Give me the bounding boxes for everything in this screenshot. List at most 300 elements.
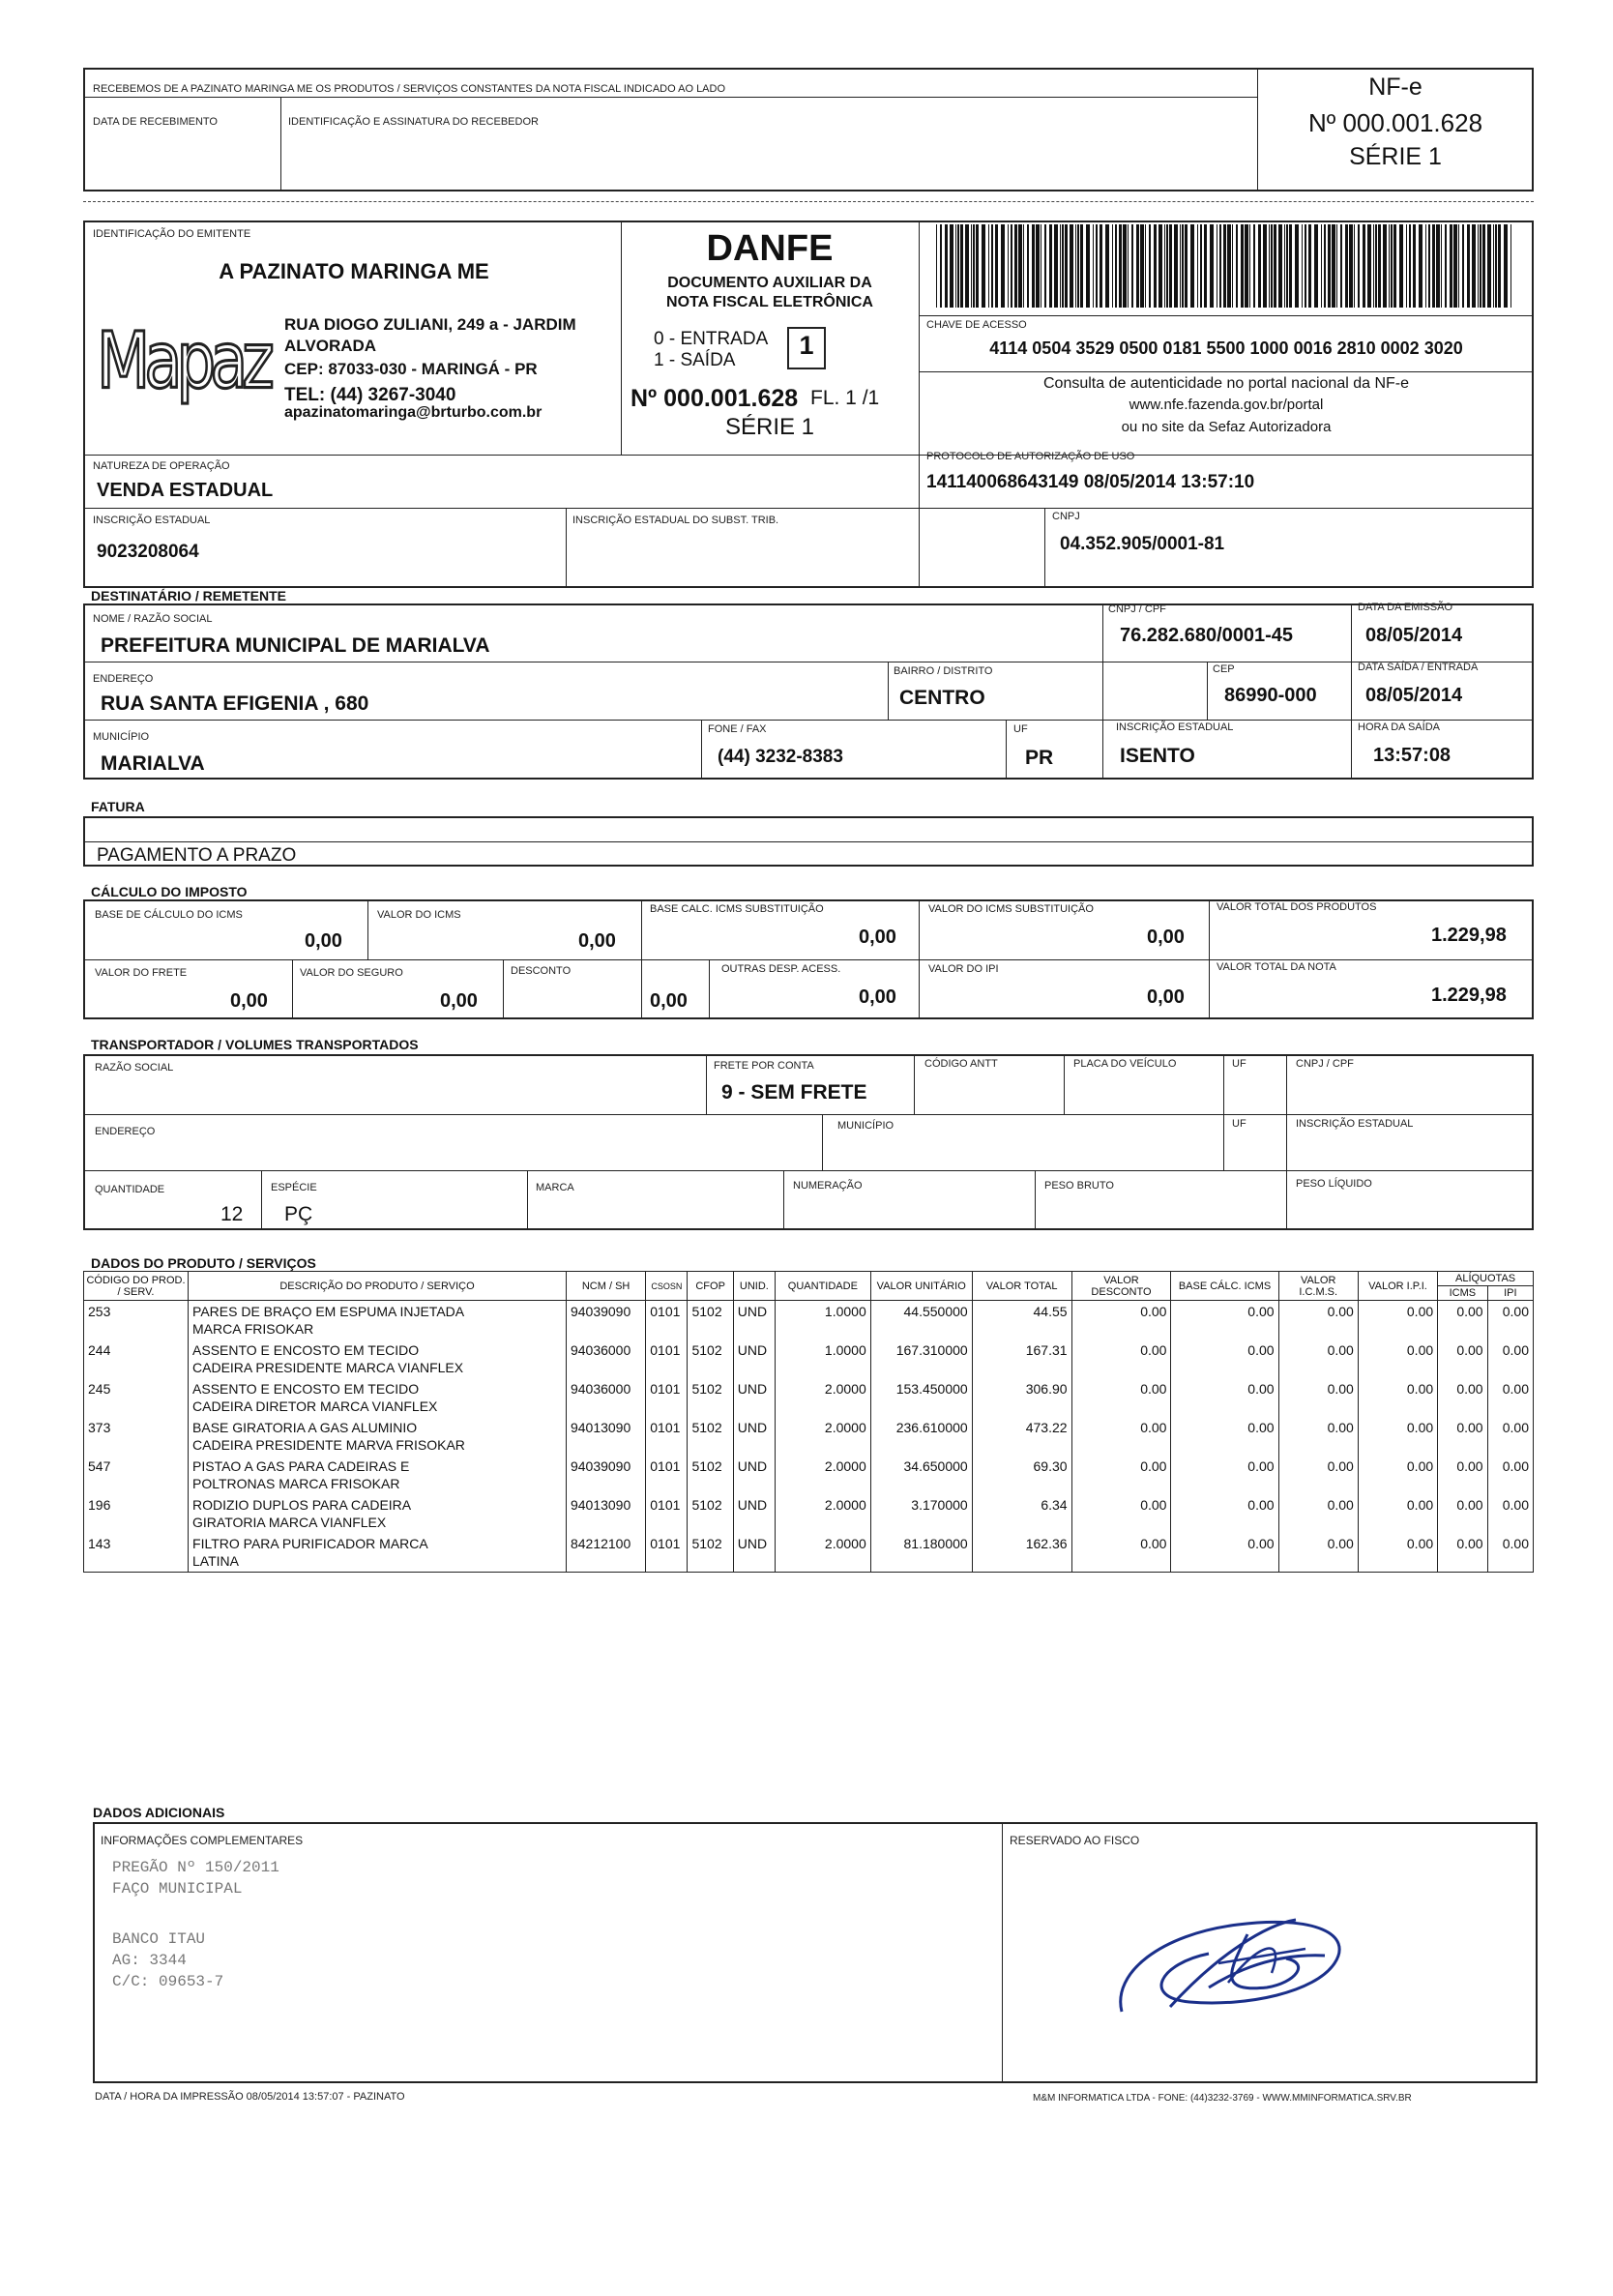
frete-label: VALOR DO FRETE: [95, 967, 188, 979]
cell-cod: 143: [84, 1533, 189, 1573]
dest-emissao-label: DATA DA EMISSÃO: [1358, 602, 1453, 613]
ie-label: INSCRIÇÃO ESTADUAL: [93, 515, 211, 526]
cell-vt: 44.55: [972, 1301, 1071, 1340]
dest-municipio: MARIALVA: [101, 752, 205, 775]
barcode-bar: [1263, 224, 1267, 308]
barcode-bar: [1241, 224, 1244, 308]
barcode-bar: [1065, 224, 1068, 308]
stamp-line5: AG: 3344: [112, 1952, 187, 1969]
cell-vu: 3.170000: [870, 1494, 972, 1533]
cell-al-icms: 0.00: [1438, 1378, 1487, 1417]
emitente-endereco1: RUA DIOGO ZULIANI, 249 a - JARDIM: [284, 315, 576, 334]
barcode-bar: [1510, 224, 1511, 308]
barcode-bar: [1190, 224, 1194, 308]
emitente-label: IDENTIFICAÇÃO DO EMITENTE: [93, 228, 251, 240]
barcode-bar: [1096, 224, 1098, 308]
barcode-bar: [1204, 224, 1207, 308]
ie-st-label: INSCRIÇÃO ESTADUAL DO SUBST. TRIB.: [572, 515, 779, 526]
danfe-title: DANFE: [706, 228, 834, 269]
adicionais-section: DADOS ADICIONAIS: [93, 1805, 225, 1820]
barcode-bar: [1383, 224, 1387, 308]
destinatario-section: DESTINATÁRIO / REMETENTE: [91, 588, 286, 603]
consulta-line3: ou no site da Sefaz Autorizadora: [1121, 419, 1332, 435]
cell-bc: 0.00: [1171, 1417, 1278, 1456]
barcode-bar: [1149, 224, 1151, 308]
bc-icms-label: BASE DE CÁLCULO DO ICMS: [95, 909, 243, 921]
barcode-bar: [973, 224, 975, 308]
cell-al-ipi: 0.00: [1487, 1533, 1533, 1573]
barcode-bar: [1227, 224, 1231, 308]
dest-bairro-label: BAIRRO / DISTRITO: [894, 665, 993, 677]
barcode-bar: [1140, 224, 1144, 308]
info-label: INFORMAÇÕES COMPLEMENTARES: [101, 1834, 304, 1847]
barcode-bar: [1378, 224, 1381, 308]
seguro-label: VALOR DO SEGURO: [300, 967, 403, 979]
descricao-line1: PARES DE BRAÇO EM ESPUMA INJETADA: [192, 1304, 465, 1319]
cell-descricao: [189, 1378, 567, 1417]
stamp-line1: PREGÃO Nº 150/2011: [112, 1859, 279, 1876]
cell-un: UND: [733, 1417, 775, 1456]
stamp-line6: C/C: 09653-7: [112, 1973, 224, 1990]
barcode-bar: [1425, 224, 1426, 308]
barcode-bar: [1119, 224, 1122, 308]
cell-bc: 0.00: [1171, 1301, 1278, 1340]
barcode-bar: [1062, 224, 1064, 308]
barcode-bar: [1340, 224, 1342, 308]
cell-desc: 0.00: [1071, 1378, 1171, 1417]
dest-endereco: RUA SANTA EFIGENIA , 680: [101, 692, 369, 715]
protocolo-label: PROTOCOLO DE AUTORIZAÇÃO DE USO: [926, 451, 1135, 462]
barcode-bar: [1169, 224, 1172, 308]
danfe-folha: FL. 1 /1: [810, 387, 880, 409]
th-valor-icms: VALOR I.C.M.S.: [1278, 1272, 1358, 1301]
desconto: 0,00: [650, 990, 688, 1012]
barcode-bar: [991, 224, 993, 308]
emitente-email: apazinatomaringa@brturbo.com.br: [284, 404, 543, 421]
cell-vt: 6.34: [972, 1494, 1071, 1533]
transp-section: TRANSPORTADOR / VOLUMES TRANSPORTADOS: [91, 1037, 419, 1052]
barcode-bar: [982, 224, 985, 308]
transp-liquido-label: PESO LÍQUIDO: [1296, 1178, 1372, 1190]
transp-especie: PÇ: [284, 1203, 313, 1225]
th-codigo: CÓDIGO DO PROD. / SERV.: [84, 1272, 189, 1301]
descricao-line2: LATINA: [192, 1553, 239, 1569]
produtos-table: [83, 1271, 1534, 1573]
cell-qtd: 2.0000: [775, 1417, 870, 1456]
cell-cod: 245: [84, 1378, 189, 1417]
barcode-bar: [1210, 224, 1214, 308]
barcode-bar: [1278, 224, 1282, 308]
barcode-bar: [940, 224, 942, 308]
barcode-bar: [1445, 224, 1447, 308]
descricao-line2: CADEIRA PRESIDENTE MARCA VIANFLEX: [192, 1360, 464, 1375]
cell-bc: 0.00: [1171, 1533, 1278, 1573]
cell-cfop: 5102: [688, 1456, 733, 1494]
emitente-cep: CEP: 87033-030 - MARINGÁ - PR: [284, 360, 538, 378]
barcode-bar: [1324, 224, 1326, 308]
barcode-bar: [1105, 224, 1109, 308]
canhoto-header: RECEBEMOS DE A PAZINATO MARINGA ME OS PRODUTOS / SERVIÇOS CONSTANTES DA NOTA FISCAL INDICADO AO LADO: [93, 83, 726, 95]
cell-csosn: 0101: [646, 1417, 688, 1456]
emitente-logo: Mapaz: [97, 317, 269, 407]
barcode-bar: [1274, 224, 1276, 308]
cell-ncm: 94036000: [566, 1339, 645, 1378]
barcode-bar: [1253, 224, 1255, 308]
barcode-bar: [1271, 224, 1273, 308]
barcode-bar: [1158, 224, 1162, 308]
emitente-tel: TEL: (44) 3267-3040: [284, 385, 456, 405]
cell-un: UND: [733, 1456, 775, 1494]
ipi: 0,00: [1147, 986, 1185, 1008]
cell-bc: 0.00: [1171, 1456, 1278, 1494]
transp-antt-label: CÓDIGO ANTT: [924, 1058, 998, 1070]
barcode-bar: [1432, 224, 1435, 308]
th-aliq-ipi: IPI: [1487, 1286, 1533, 1301]
frete: 0,00: [230, 990, 268, 1012]
cell-cfop: 5102: [688, 1339, 733, 1378]
descricao-line1: ASSENTO E ENCOSTO EM TECIDO: [192, 1381, 420, 1397]
cell-icms: 0.00: [1278, 1456, 1358, 1494]
th-csosn: CSOSN: [646, 1272, 688, 1301]
cell-ipi: 0.00: [1358, 1494, 1437, 1533]
canhoto-nfe-label: NF-e: [1368, 74, 1422, 101]
fatura-value: PAGAMENTO A PRAZO: [97, 845, 297, 866]
cell-vu: 167.310000: [870, 1339, 972, 1378]
barcode-bar: [1391, 224, 1393, 308]
cell-cfop: 5102: [688, 1417, 733, 1456]
barcode-bar: [1197, 224, 1198, 308]
dest-hora-label: HORA DA SAÍDA: [1358, 721, 1440, 733]
cell-al-ipi: 0.00: [1487, 1456, 1533, 1494]
barcode-bar: [1136, 224, 1139, 308]
natureza-value: VENDA ESTADUAL: [97, 480, 274, 501]
canhoto-serie: SÉRIE 1: [1349, 143, 1442, 170]
table-row: [84, 1533, 1534, 1573]
barcode-bar: [1328, 224, 1331, 308]
barcode-bar: [1336, 224, 1337, 308]
barcode-bar: [1375, 224, 1377, 308]
cell-descricao: [189, 1301, 567, 1340]
cell-bc: 0.00: [1171, 1378, 1278, 1417]
cell-csosn: 0101: [646, 1301, 688, 1340]
barcode-bar: [1077, 224, 1079, 308]
transp-qtd-label: QUANTIDADE: [95, 1184, 165, 1195]
cell-al-ipi: 0.00: [1487, 1339, 1533, 1378]
transp-razao-label: RAZÃO SOCIAL: [95, 1062, 174, 1074]
cell-vu: 44.550000: [870, 1301, 972, 1340]
barcode-bar: [1399, 224, 1403, 308]
th-cfop: CFOP: [688, 1272, 733, 1301]
cell-al-ipi: 0.00: [1487, 1417, 1533, 1456]
cell-icms: 0.00: [1278, 1417, 1358, 1456]
barcode-bar: [1441, 224, 1442, 308]
cell-ipi: 0.00: [1358, 1533, 1437, 1573]
barcode-bar: [960, 224, 963, 308]
cell-cod: 547: [84, 1456, 189, 1494]
seguro: 0,00: [440, 990, 478, 1012]
cell-desc: 0.00: [1071, 1301, 1171, 1340]
barcode-bar: [1286, 224, 1288, 308]
stamp-line4: BANCO ITAU: [112, 1930, 206, 1948]
transp-placa-label: PLACA DO VEÍCULO: [1073, 1058, 1177, 1070]
fisco-label: RESERVADO AO FISCO: [1010, 1834, 1140, 1847]
transp-qtd: 12: [220, 1203, 244, 1225]
cell-ncm: 94039090: [566, 1301, 645, 1340]
barcode-bar: [1302, 224, 1303, 308]
descricao-line2: GIRATORIA MARCA VIANFLEX: [192, 1515, 387, 1530]
v-st-label: VALOR DO ICMS SUBSTITUIÇÃO: [928, 903, 1094, 915]
barcode-bar: [1308, 224, 1311, 308]
barcode-bar: [1295, 224, 1299, 308]
cell-al-icms: 0.00: [1438, 1456, 1487, 1494]
dest-ie: ISENTO: [1120, 745, 1195, 767]
barcode-bar: [1258, 224, 1261, 308]
th-unid: UNID.: [733, 1272, 775, 1301]
barcode-bar: [1011, 224, 1012, 308]
table-row: [84, 1494, 1534, 1533]
barcode-bar: [1269, 224, 1270, 308]
cell-cod: 196: [84, 1494, 189, 1533]
fatura-section: FATURA: [91, 799, 145, 814]
cell-al-ipi: 0.00: [1487, 1378, 1533, 1417]
cell-vt: 167.31: [972, 1339, 1071, 1378]
dest-emissao: 08/05/2014: [1365, 625, 1463, 646]
descricao-line1: FILTRO PARA PURIFICADOR MARCA: [192, 1536, 428, 1551]
barcode-bar: [1478, 224, 1479, 308]
barcode-bar: [1436, 224, 1440, 308]
barcode-bar: [1284, 224, 1285, 308]
table-row: [84, 1339, 1534, 1378]
barcode-bar: [1493, 224, 1494, 308]
th-base-icms: BASE CÁLC. ICMS: [1171, 1272, 1278, 1301]
total: 1.229,98: [1431, 985, 1507, 1006]
barcode-bar: [1185, 224, 1188, 308]
cell-vu: 34.650000: [870, 1456, 972, 1494]
cell-descricao: [189, 1456, 567, 1494]
table-row: [84, 1301, 1534, 1340]
descricao-line2: POLTRONAS MARCA FRISOKAR: [192, 1476, 400, 1491]
th-valor-ipi: VALOR I.P.I.: [1358, 1272, 1437, 1301]
chave-value: 4114 0504 3529 0500 0181 5500 1000 0016 2810 0002 3020: [989, 339, 1463, 358]
cell-qtd: 2.0000: [775, 1456, 870, 1494]
barcode-bar: [1060, 224, 1061, 308]
cell-ipi: 0.00: [1358, 1378, 1437, 1417]
th-ncm: NCM / SH: [566, 1272, 645, 1301]
barcode-bar: [1145, 224, 1146, 308]
barcode-bar: [1014, 224, 1017, 308]
barcode-bar: [1154, 224, 1157, 308]
danfe-sub1: DOCUMENTO AUXILIAR DA: [667, 275, 872, 291]
barcode-bar: [1044, 224, 1046, 308]
cell-vt: 162.36: [972, 1533, 1071, 1573]
imposto-section: CÁLCULO DO IMPOSTO: [91, 884, 248, 899]
cell-desc: 0.00: [1071, 1339, 1171, 1378]
bc-icms: 0,00: [305, 930, 342, 952]
dest-municipio-label: MUNICÍPIO: [93, 731, 150, 743]
transp-municipio-label: MUNICÍPIO: [837, 1120, 894, 1132]
cell-un: UND: [733, 1494, 775, 1533]
barcode-bar: [1164, 224, 1165, 308]
cell-ncm: 84212100: [566, 1533, 645, 1573]
barcode-bar: [1219, 224, 1221, 308]
cell-cod: 253: [84, 1301, 189, 1340]
bc-st-label: BASE CALC. ICMS SUBSTITUIÇÃO: [650, 903, 824, 915]
table-row: [84, 1378, 1534, 1417]
barcode-bar: [1458, 224, 1459, 308]
cell-qtd: 1.0000: [775, 1301, 870, 1340]
footer-left: DATA / HORA DA IMPRESSÃO 08/05/2014 13:57:07 - PAZINATO: [95, 2091, 405, 2103]
barcode-bar: [1115, 224, 1117, 308]
transp-uf-label: UF: [1232, 1058, 1246, 1070]
cell-ipi: 0.00: [1358, 1417, 1437, 1456]
cell-un: UND: [733, 1301, 775, 1340]
barcode-bar: [1245, 224, 1248, 308]
barcode-bar: [1482, 224, 1485, 308]
barcode-bar: [1036, 224, 1040, 308]
cell-icms: 0.00: [1278, 1339, 1358, 1378]
barcode-bar: [1049, 224, 1052, 308]
cell-al-icms: 0.00: [1438, 1417, 1487, 1456]
barcode-bar: [1001, 224, 1005, 308]
ipi-label: VALOR DO IPI: [928, 963, 999, 975]
cell-cfop: 5102: [688, 1494, 733, 1533]
th-valor-total: VALOR TOTAL: [972, 1272, 1071, 1301]
danfe-tipo: 1: [799, 331, 814, 360]
consulta-line2: www.nfe.fazenda.gov.br/portal: [1129, 397, 1324, 413]
barcode-bar: [1128, 224, 1129, 308]
cell-ipi: 0.00: [1358, 1456, 1437, 1494]
barcode-bar: [1354, 224, 1355, 308]
barcode-bar: [1367, 224, 1371, 308]
cell-icms: 0.00: [1278, 1301, 1358, 1340]
transp-marca-label: MARCA: [536, 1182, 574, 1193]
descricao-line2: CADEIRA PRESIDENTE MARVA FRISOKAR: [192, 1437, 465, 1453]
table-row: [84, 1456, 1534, 1494]
dest-cep-label: CEP: [1213, 663, 1235, 675]
danfe-entrada: 0 - ENTRADA: [654, 329, 769, 349]
barcode-bar: [955, 224, 956, 308]
th-valor-desconto: VALOR DESCONTO: [1071, 1272, 1171, 1301]
identificacao-label: IDENTIFICAÇÃO E ASSINATURA DO RECEBEDOR: [288, 116, 539, 128]
barcode-bar: [945, 224, 948, 308]
data-recebimento-label: DATA DE RECEBIMENTO: [93, 116, 218, 128]
barcode-bar: [1070, 224, 1073, 308]
barcode-bar: [1321, 224, 1322, 308]
barcode-bar: [1363, 224, 1365, 308]
cell-cod: 244: [84, 1339, 189, 1378]
barcode-bar: [1093, 224, 1094, 308]
transp-bruto-label: PESO BRUTO: [1044, 1180, 1114, 1192]
v-prod: 1.229,98: [1431, 925, 1507, 946]
cnpj-value: 04.352.905/0001-81: [1060, 534, 1225, 554]
cell-csosn: 0101: [646, 1533, 688, 1573]
barcode-bar: [1027, 224, 1029, 308]
footer-right: M&M INFORMATICA LTDA - FONE: (44)3232-3769 - WWW.MMINFORMATICA.SRV.BR: [1033, 2093, 1412, 2104]
dest-hora: 13:57:08: [1373, 745, 1452, 766]
cell-icms: 0.00: [1278, 1533, 1358, 1573]
barcode-bar: [1023, 224, 1024, 308]
barcode-bar: [976, 224, 979, 308]
cell-ipi: 0.00: [1358, 1301, 1437, 1340]
barcode-bar: [988, 224, 989, 308]
cell-vt: 306.90: [972, 1378, 1071, 1417]
cell-cfop: 5102: [688, 1533, 733, 1573]
barcode-bar: [971, 224, 972, 308]
barcode: [936, 224, 1516, 308]
barcode-bar: [1100, 224, 1102, 308]
barcode-bar: [1462, 224, 1464, 308]
cell-qtd: 2.0000: [775, 1378, 870, 1417]
barcode-bar: [1112, 224, 1113, 308]
barcode-bar: [1131, 224, 1133, 308]
barcode-bar: [1413, 224, 1416, 308]
cell-bc: 0.00: [1171, 1494, 1278, 1533]
cell-descricao: [189, 1494, 567, 1533]
cell-qtd: 1.0000: [775, 1339, 870, 1378]
cell-icms: 0.00: [1278, 1494, 1358, 1533]
cnpj-label: CNPJ: [1052, 511, 1080, 522]
barcode-bar: [1406, 224, 1407, 308]
cell-ncm: 94039090: [566, 1456, 645, 1494]
th-descricao: DESCRIÇÃO DO PRODUTO / SERVIÇO: [189, 1272, 567, 1301]
th-quantidade: QUANTIDADE: [775, 1272, 870, 1301]
dest-nome-label: NOME / RAZÃO SOCIAL: [93, 613, 213, 625]
barcode-bar: [1332, 224, 1335, 308]
cell-csosn: 0101: [646, 1456, 688, 1494]
transp-especie-label: ESPÉCIE: [271, 1182, 317, 1193]
barcode-bar: [1498, 224, 1501, 308]
danfe-saida: 1 - SAÍDA: [654, 350, 736, 370]
consulta-line1: Consulta de autenticidade no portal nacional da NF-e: [1042, 375, 1410, 392]
signature: [1102, 1896, 1373, 2041]
transp-uf2-label: UF: [1232, 1118, 1246, 1130]
cell-desc: 0.00: [1071, 1456, 1171, 1494]
barcode-bar: [1345, 224, 1348, 308]
cell-icms: 0.00: [1278, 1378, 1358, 1417]
barcode-bar: [1166, 224, 1168, 308]
cell-al-icms: 0.00: [1438, 1339, 1487, 1378]
descricao-line1: ASSENTO E ENCOSTO EM TECIDO: [192, 1342, 420, 1358]
barcode-bar: [1180, 224, 1181, 308]
total-label: VALOR TOTAL DA NOTA: [1217, 961, 1336, 973]
barcode-bar: [1358, 224, 1360, 308]
dest-cnpj-label: CNPJ / CPF: [1108, 603, 1166, 615]
cell-desc: 0.00: [1071, 1533, 1171, 1573]
barcode-bar: [1289, 224, 1292, 308]
natureza-label: NATUREZA DE OPERAÇÃO: [93, 460, 230, 472]
transp-frete-label: FRETE POR CONTA: [714, 1060, 814, 1072]
cell-csosn: 0101: [646, 1378, 688, 1417]
dest-fone: (44) 3232-8383: [718, 747, 843, 767]
descricao-line1: RODIZIO DUPLOS PARA CADEIRA: [192, 1497, 412, 1513]
cell-vu: 81.180000: [870, 1533, 972, 1573]
barcode-bar: [1305, 224, 1306, 308]
transp-ie-label: INSCRIÇÃO ESTADUAL: [1296, 1118, 1414, 1130]
v-st: 0,00: [1147, 927, 1185, 948]
transp-cnpj-label: CNPJ / CPF: [1296, 1058, 1354, 1070]
cell-al-ipi: 0.00: [1487, 1301, 1533, 1340]
transp-frete: 9 - SEM FRETE: [721, 1081, 867, 1104]
dest-saida-label: DATA SAÍDA / ENTRADA: [1358, 662, 1479, 673]
barcode-bar: [1453, 224, 1457, 308]
barcode-bar: [1373, 224, 1374, 308]
descricao-line1: BASE GIRATORIA A GAS ALUMINIO: [192, 1420, 418, 1435]
dest-cnpj: 76.282.680/0001-45: [1120, 625, 1294, 646]
cell-descricao: [189, 1417, 567, 1456]
produtos-section: DADOS DO PRODUTO / SERVIÇOS: [91, 1255, 316, 1271]
danfe-serie: SÉRIE 1: [724, 414, 815, 440]
cell-un: UND: [733, 1339, 775, 1378]
